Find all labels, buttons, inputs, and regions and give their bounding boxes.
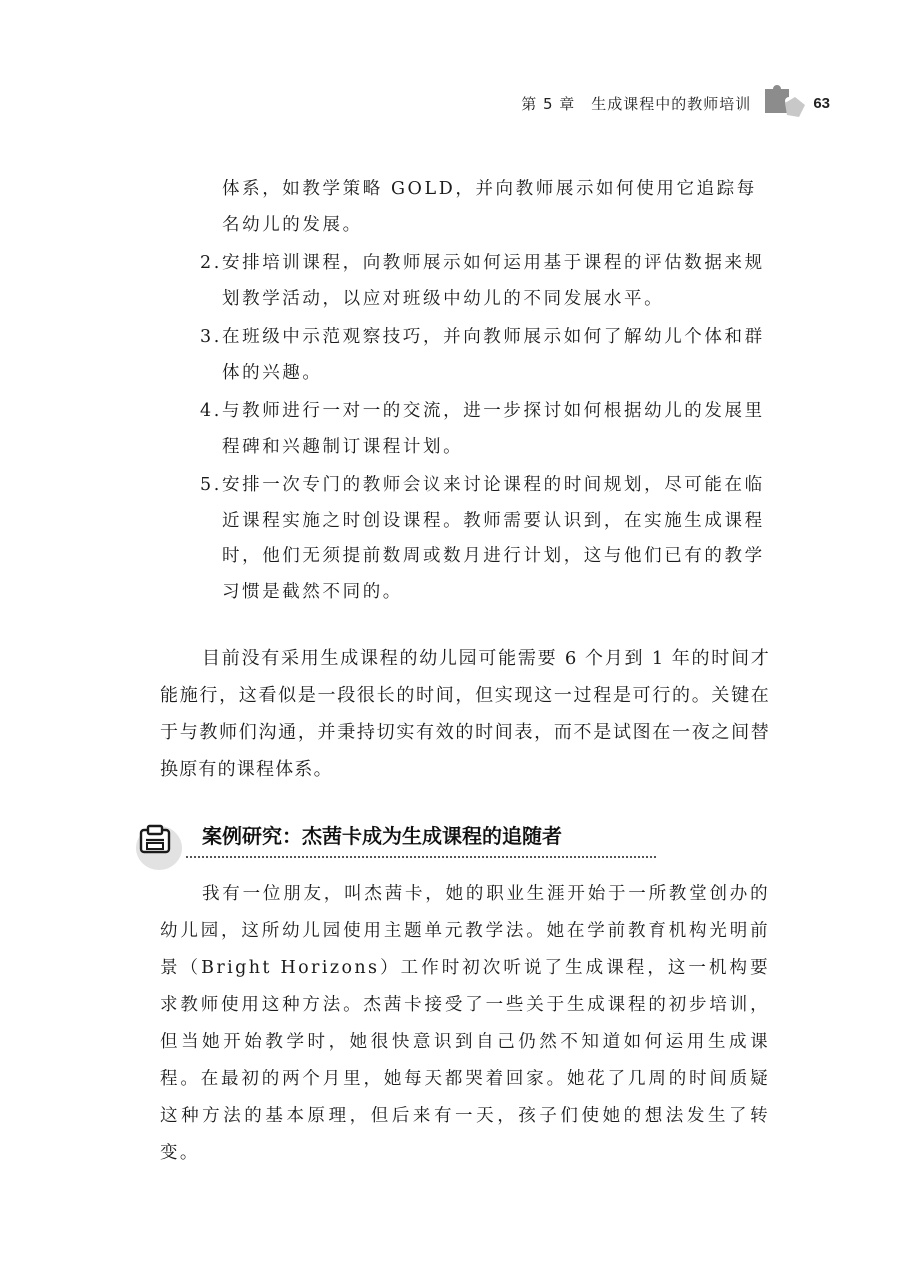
list-item-number: 3. — [200, 327, 222, 347]
case-study-heading — [136, 818, 616, 870]
numbered-list — [200, 172, 768, 613]
case-study-body: 我有一位朋友，叫杰茜卡，她的职业生涯开始于一所教堂创办的幼儿园，这所幼儿园使用主题单元教学法。她在学前教育机构光明前景（Bright Horizons）工作时初次听说了生成课程，这一机构要求教师使用这种方法。杰茜卡接受了一些关于生成课程的初步培训，但当她开始教学时，她很快意识到自己仍然不知道如何运用生成课程。在最初的两个月里，她每天都哭着回家。她花了几周的时间质疑这种方法的基本原理，但后来有一天，孩子们使她的想法发生了转变。 — [160, 884, 770, 1163]
list-item-text: 在班级中示范观察技巧，并向教师展示如何了解幼儿个体和群体的兴趣。 — [222, 327, 765, 383]
dotted-divider — [186, 856, 656, 858]
list-item — [200, 320, 768, 391]
running-header — [521, 83, 830, 123]
list-item — [200, 246, 768, 317]
list-item-text: 体系，如教学策略 GOLD，并向教师展示如何使用它追踪每名幼儿的发展。 — [222, 179, 757, 235]
list-item — [200, 394, 768, 465]
case-study-title: 案例研究：杰茜卡成为生成课程的追随者 — [202, 824, 562, 848]
body-paragraph: 目前没有采用生成课程的幼儿园可能需要 6 个月到 1 年的时间才能施行，这看似是一段很长的时间，但实现这一过程是可行的。关键在于与教师们沟通，并秉持切实有效的时间表，而不是试图在一夜之间替换原有的课程体系。 — [160, 648, 770, 780]
list-item-number: 5. — [200, 475, 222, 495]
puzzle-piece-icon — [761, 83, 807, 123]
clipboard-icon — [138, 824, 172, 860]
list-item-number: 4. — [200, 401, 222, 421]
list-item — [200, 468, 768, 610]
list-item-continuation — [200, 172, 768, 243]
list-item-text: 与教师进行一对一的交流，进一步探讨如何根据幼儿的发展里程碑和兴趣制订课程计划。 — [222, 401, 765, 457]
list-item-text: 安排培训课程，向教师展示如何运用基于课程的评估数据来规划教学活动，以应对班级中幼儿的不同发展水平。 — [222, 253, 765, 309]
page-number: 63 — [813, 94, 830, 112]
chapter-title: 第 5 章 生成课程中的教师培训 — [521, 94, 752, 113]
list-item-text: 安排一次专门的教师会议来讨论课程的时间规划，尽可能在临近课程实施之时创设课程。教师需要认识到，在实施生成课程时，他们无须提前数周或数月进行计划，这与他们已有的教学习惯是截然不同的。 — [222, 475, 765, 602]
list-item-number: 2. — [200, 253, 222, 273]
